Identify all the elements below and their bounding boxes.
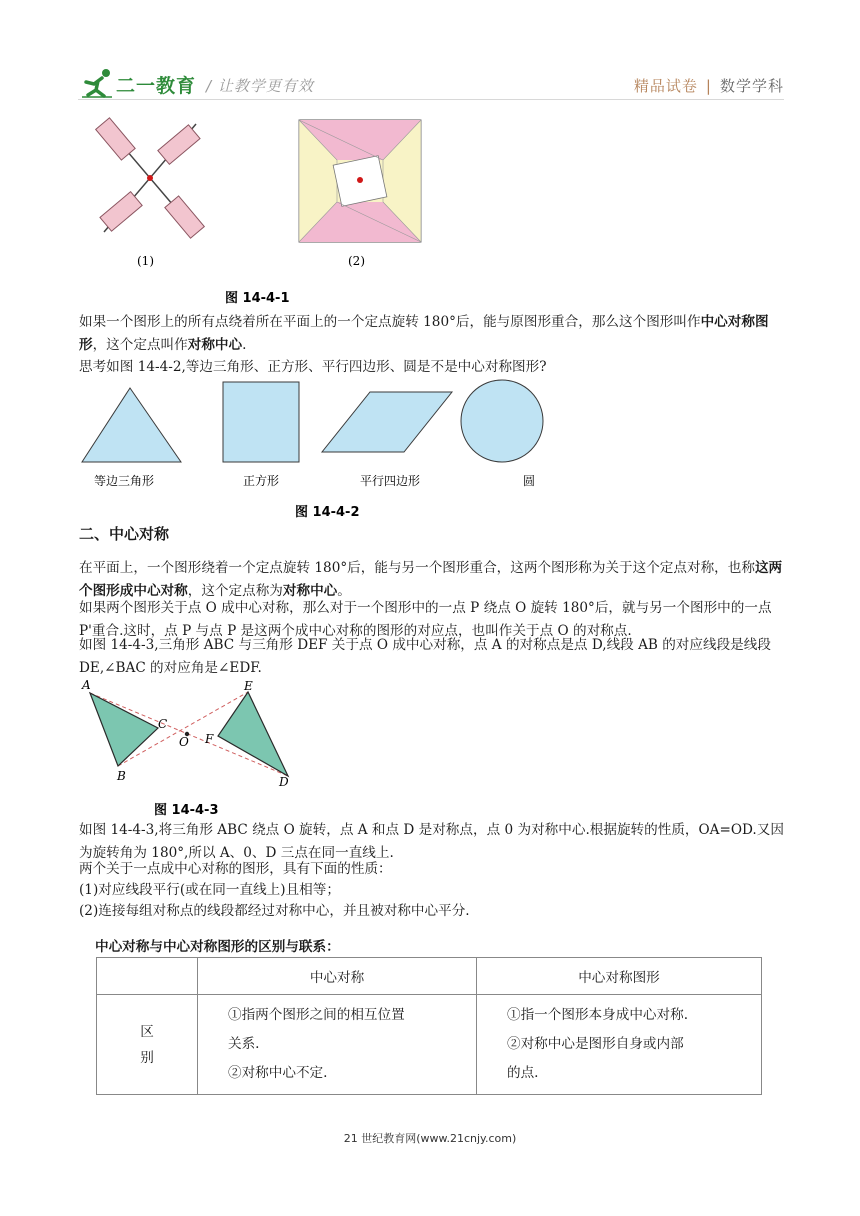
term-symmetry-center-2: 对称中心 [282, 583, 338, 599]
point-label-d: D [279, 775, 289, 789]
header-divider [78, 99, 784, 100]
section-paragraph-3: 如图 14-4-3,三角形 ABC 与三角形 DEF 关于点 O 成中心对称，点 A 的对称点是点 D,线段 AB 的对应线段是线段 DE,∠BAC 的对应角是∠EDF. [79, 637, 771, 676]
label-square: 正方形 [243, 474, 280, 488]
paragraph-6: (1)对应线段平行(或在同一直线上)且相等； [79, 882, 340, 898]
cell2-line-3: 的点. [507, 1065, 539, 1081]
comparison-table [96, 957, 762, 1095]
header-right [634, 75, 784, 96]
fig1-sublabel-2: (2) [348, 254, 365, 268]
table-row-head [97, 995, 198, 1095]
point-label-e: E [244, 679, 253, 693]
fig2-caption: 图 14-4-2 [295, 505, 360, 520]
table-row [97, 995, 762, 1095]
cell2-line-2: ②对称中心是图形自身或内部 [507, 1036, 684, 1052]
point-label-f: F [205, 732, 214, 746]
paragraph-4: 如图 14-4-3,将三角形 ABC 绕点 O 旋转，点 A 和点 D 是对称点，点 0 为对称中心.根据旋转的性质，OA=OD.又因为旋转角为 180°,所以 A、0、D 三点在同一直线上. [79, 822, 784, 861]
paragraph-5: 两个关于一点成中心对称的图形，具有下面的性质： [79, 861, 392, 877]
row-head-char-1: 区 [140, 1023, 154, 1040]
label-circle: 圆 [523, 474, 536, 488]
circle-shape [461, 380, 543, 462]
pinwheel-square-figure [299, 120, 421, 242]
p1-text-a: 在平面上，一个图形绕着一个定点旋转 180°后，能与另一个图形重合，这两个图形称为关于这个定点对称，也称 [79, 560, 755, 576]
figure-14-4-3 [78, 676, 318, 821]
fig1-caption: 图 14-4-1 [225, 291, 290, 306]
paper-type: 精品试卷 [633, 77, 698, 95]
figure-14-4-1 [80, 108, 440, 308]
cell-central-symmetry [198, 995, 477, 1095]
p1-text-c: 。 [337, 583, 351, 599]
point-label-c: C [158, 717, 168, 731]
fig1-sublabel-1: (1) [137, 254, 154, 268]
cell1-line-2: 关系. [228, 1036, 260, 1052]
question-paragraph: 思考如图 14-4-2,等边三角形、正方形、平行四边形、圆是不是中心对称图形? [79, 359, 547, 375]
cell-central-symmetric-figure [477, 995, 762, 1095]
term-symmetry-center: 对称中心 [187, 337, 243, 353]
label-parallelogram: 平行四边形 [360, 474, 421, 488]
fig3-caption: 图 14-4-3 [154, 803, 219, 818]
point-label-a: A [82, 678, 91, 692]
label-equilateral-triangle: 等边三角形 [94, 474, 155, 488]
term-central-symmetry: 这两个图形成中心对称 [79, 560, 783, 599]
point-label-b: B [117, 769, 126, 783]
slogan: / 让教学更有效 [206, 77, 314, 95]
header-separator: | [705, 77, 712, 95]
table-header-row [97, 958, 762, 995]
running-man-logo-icon [82, 68, 116, 98]
figure-14-4-2 [80, 378, 580, 524]
cell1-line-1: ①指两个图形之间的相互位置 [228, 1007, 405, 1023]
cell1-line-3: ②对称中心不定. [228, 1065, 328, 1081]
term-central-symmetric-figure: 中心对称图形 [79, 314, 769, 353]
equilateral-triangle-shape [82, 388, 181, 462]
logo-name: 二一教育 [116, 75, 197, 97]
table-header-central-symmetric-figure: 中心对称图形 [477, 958, 762, 995]
page-footer: 21 世纪教育网(www.21cnjy.com) [343, 1132, 517, 1145]
section-paragraph-2: 如果两个图形关于点 O 成中心对称，那么对于一个图形中的一点 P 绕点 O 旋转 180°后，就与另一个图形中的一点 P'重合.这时，点 P 与点 P 是这两个成中心对称的图形的对应点，也叫作关于点 O 的对称点. [79, 600, 772, 639]
row-head-char-2: 别 [140, 1049, 154, 1066]
definition-paragraph [79, 311, 787, 357]
section-heading: 二、中心对称 [79, 525, 170, 543]
table-header-empty [97, 958, 198, 995]
triangle-abc [90, 693, 158, 766]
page-header [0, 0, 860, 110]
table-title: 中心对称与中心对称图形的区别与联系： [95, 939, 340, 955]
windmill-figure [96, 118, 205, 238]
definition-text-before: 如果一个图形上的所有点绕着所在平面上的一个定点旋转 180°后，能与原图形重合，那么这个图形叫作 [79, 314, 701, 330]
parallelogram-shape [322, 392, 452, 452]
square-shape [223, 382, 299, 462]
table-header-central-symmetry: 中心对称 [198, 958, 477, 995]
definition-text-mid: ，这个定点叫作 [92, 337, 188, 353]
definition-text-end: . [242, 337, 247, 353]
cell2-line-1: ①指一个图形本身成中心对称. [507, 1007, 689, 1023]
paragraph-7: (2)连接每组对称点的线段都经过对称中心，并且被对称中心平分. [79, 903, 470, 919]
p1-text-b: ，这个定点称为 [187, 583, 283, 599]
point-label-o: O [179, 735, 189, 749]
subject-label: 数学学科 [719, 77, 784, 95]
triangle-def [218, 692, 288, 776]
